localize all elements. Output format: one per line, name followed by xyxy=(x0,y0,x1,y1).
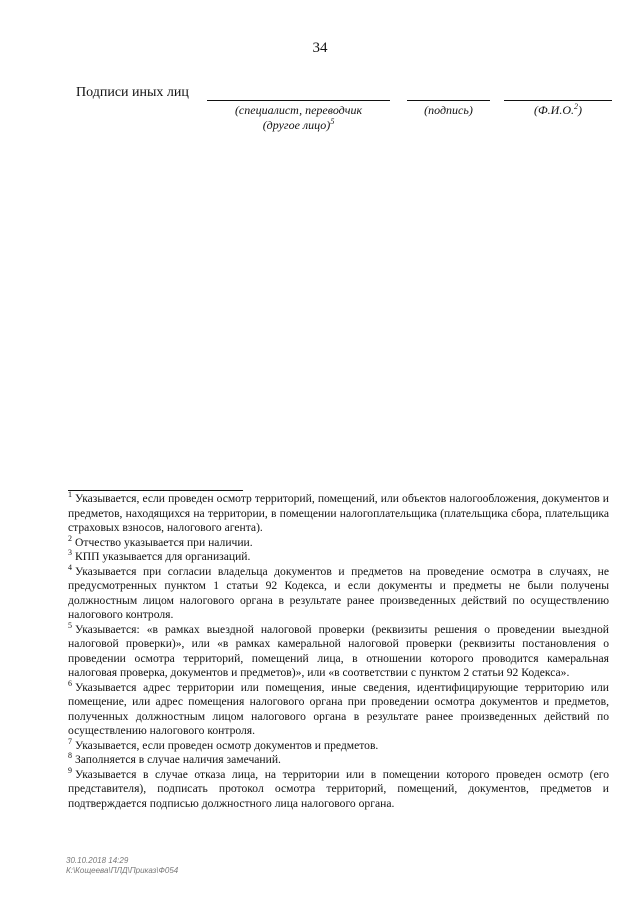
footnote-number: 7 xyxy=(68,736,72,746)
footnote-text: Указывается в случае отказа лица, на территории или в помещении которого проведен осмотр (его представителя), подписать протокол осмотра территорий, помещений, документов, предметов и подтверждается подписью должностного лица налогового органа. xyxy=(68,767,609,810)
page-number: 34 xyxy=(312,40,328,56)
fio-signature-line xyxy=(504,100,612,101)
footnote-number: 8 xyxy=(68,751,72,761)
footnote-text: КПП указывается для организаций. xyxy=(75,550,251,563)
footnote-number: 6 xyxy=(68,678,72,688)
footnote-item xyxy=(68,678,609,739)
footnote-item xyxy=(68,550,609,565)
file-path: К:\Кощеева\ПЛД\Приказ\Ф054 xyxy=(66,866,179,875)
signature-line xyxy=(407,100,490,101)
footnote-text: Указывается: «в рамках выездной налоговой проверки (реквизиты решения о проведении выездной налоговой проверки)», или «в рамках камеральной налоговой проверки (реквизиты постановления о проведении осмотра территорий, помещений лица, в отношении которого проводится камеральная налоговая проверка, документов и предметов)», или «в соответствии с пунктом 2 статьи 92 Кодекса». xyxy=(68,622,609,679)
footnote-number: 4 xyxy=(68,562,72,572)
caption-role-footnote-ref: 5 xyxy=(330,117,335,126)
footnote-text: Указывается адрес территории или помещения, иные сведения, идентифицирующие территорию или помещение, или адрес помещения налогового органа при проведении осмотра документов и предметов, полученных должностным лицом налогового органа в результате ранее произведенных действий по осуществлению налогового контроля. xyxy=(68,680,609,737)
caption-fio-text: (Ф.И.О. xyxy=(534,103,574,117)
signatures-label: Подписи иных лиц xyxy=(76,85,189,100)
print-timestamp: 30.10.2018 14:29 xyxy=(66,856,129,865)
footnote-item xyxy=(68,736,609,754)
footnote-number: 1 xyxy=(68,490,72,500)
footnote-text: Указывается, если проведен осмотр территорий, помещений, или объектов налогообложения, документов и предметов, находящихся на территории, в помещении налогоплательщика (плательщика сбора, плательщика страховых взносов, налогового агента). xyxy=(68,492,609,534)
print-stamp xyxy=(66,856,178,876)
caption-role-second-line xyxy=(207,118,390,133)
footnote-text: Указывается при согласии владельца документов и предметов на проведение осмотра в случаях, не предусмотренных пунктом 1 статьи 92 Кодекса, и если документы и предметы не были получены должностным лицом налогового органа в результате ранее произведенных действий по осуществлению налогового контроля. xyxy=(68,564,609,621)
caption-role xyxy=(207,103,390,118)
caption-fio xyxy=(504,103,612,118)
caption-role-text-2: (другое лицо) xyxy=(262,118,331,132)
role-signature-line xyxy=(207,100,390,101)
footnote-text: Заполняется в случае наличия замечаний. xyxy=(75,753,281,766)
footnote-item xyxy=(68,562,609,623)
footnote-item xyxy=(68,765,609,812)
footnotes xyxy=(68,492,609,811)
footnote-number: 5 xyxy=(68,620,72,630)
footnote-number: 2 xyxy=(68,533,72,543)
footnote-item xyxy=(68,533,609,551)
caption-signature: (подпись) xyxy=(424,103,473,117)
footnote-item xyxy=(68,492,609,536)
footnote-number: 3 xyxy=(68,548,72,558)
caption-fio-end: ) xyxy=(577,103,582,117)
footnote-separator xyxy=(68,490,243,491)
footnote-text: Указывается, если проведен осмотр документов и предметов. xyxy=(75,738,379,752)
footnote-number: 9 xyxy=(68,765,72,775)
footnote-item xyxy=(68,753,609,768)
caption-fio-footnote-ref: 2 xyxy=(573,102,578,111)
footnote-text: Отчество указывается при наличии. xyxy=(75,535,253,549)
footnote-item xyxy=(68,620,609,681)
caption-role-text: (специалист, переводчик xyxy=(234,103,363,117)
